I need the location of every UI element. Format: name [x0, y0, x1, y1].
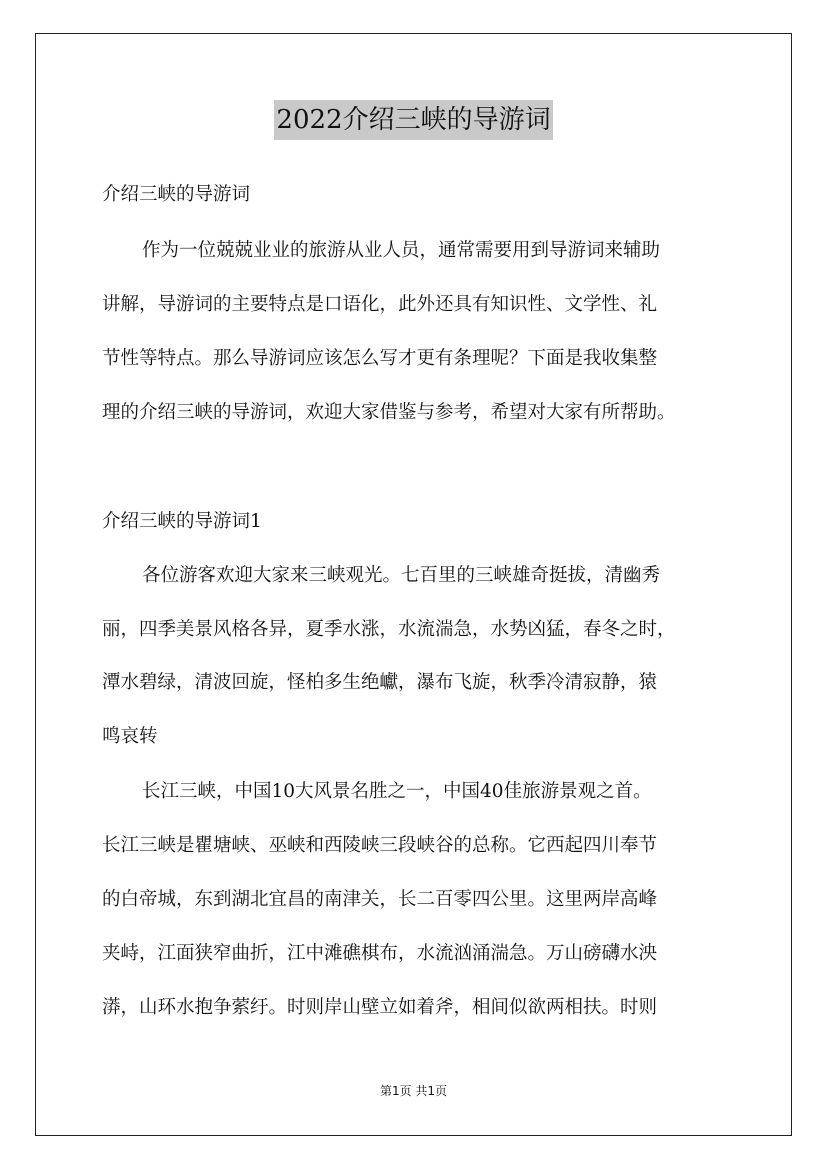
intro-line-2: 讲解，导游词的主要特点是口语化，此外还具有知识性、文学性、礼 — [102, 294, 658, 315]
para2-line-4: 夹峙，江面狭窄曲折，江中滩礁棋布，水流汹涌湍急。万山磅礴水泱 — [102, 943, 658, 964]
para1-line-2: 丽，四季美景风格各异，夏季水涨，水流湍急，水势凶猛，春冬之时， — [102, 619, 676, 640]
intro-line-1: 作为一位兢兢业业的旅游从业人员，通常需要用到导游词来辅助 — [142, 240, 661, 261]
para2-line-2: 长江三峡是瞿塘峡、巫峡和西陵峡三段峡谷的总称。它西起四川奉节 — [102, 835, 658, 856]
para2-line-5: 漭，山环水抱争萦纡。时则岸山壁立如着斧，相间似欲两相扶。时则 — [102, 997, 658, 1018]
section-heading-1: 介绍三峡的导游词1 — [102, 511, 262, 532]
subtitle: 介绍三峡的导游词 — [102, 184, 251, 205]
para1-line-3: 潭水碧绿，清波回旋，怪柏多生绝巘，瀑布飞旋，秋季冷清寂静，猿 — [102, 672, 658, 693]
document-title: 2022介绍三峡的导游词 — [274, 100, 552, 140]
intro-line-3: 节性等特点。那么导游词应该怎么写才更有条理呢？下面是我收集整 — [102, 348, 658, 369]
para1-line-4: 鸣哀转 — [102, 726, 158, 747]
page-number-footer: 第1页 共1页 — [379, 1084, 448, 1098]
intro-line-4: 理的介绍三峡的导游词，欢迎大家借鉴与参考，希望对大家有所帮助。 — [102, 402, 676, 423]
para2-line-1: 长江三峡，中国10大风景名胜之一，中国40佳旅游景观之首。 — [142, 781, 652, 802]
title-container — [0, 100, 827, 140]
para1-line-1: 各位游客欢迎大家来三峡观光。七百里的三峡雄奇挺拔，清幽秀 — [142, 565, 661, 586]
para2-line-3: 的白帝城，东到湖北宜昌的南津关，长二百零四公里。这里两岸高峰 — [102, 889, 658, 910]
